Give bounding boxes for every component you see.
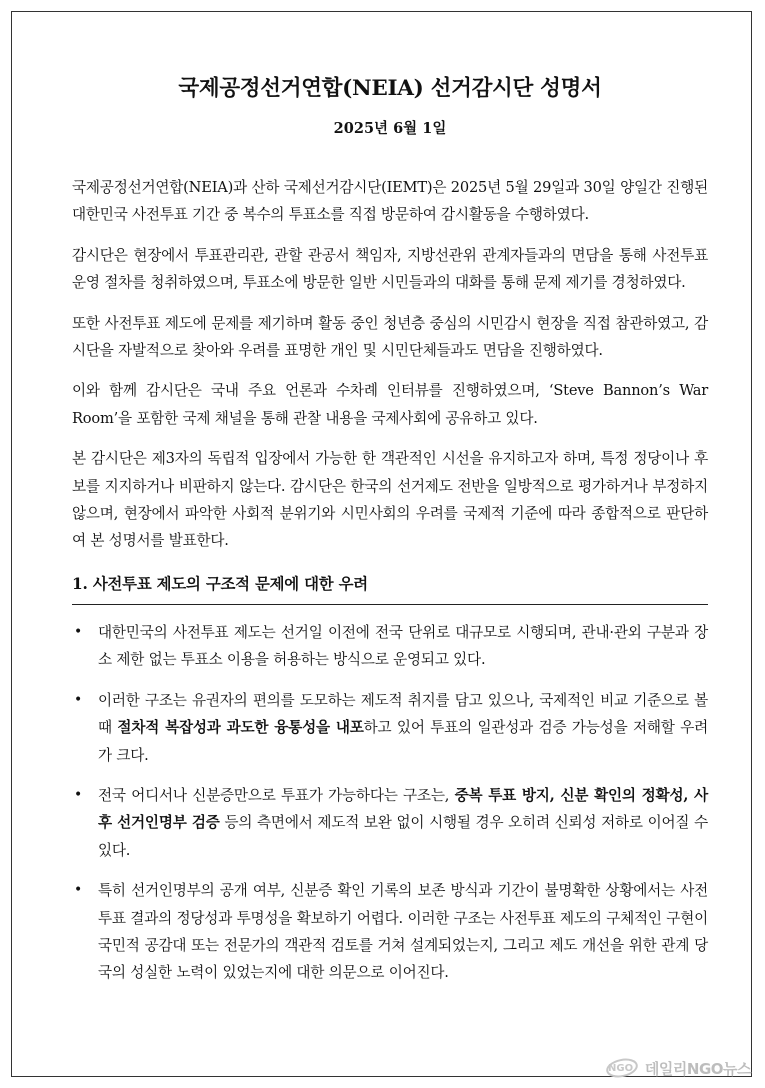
bullet-3-emphasis-2: 신분 확인의 정확성 xyxy=(560,786,684,804)
section-1-bullet-list xyxy=(72,619,708,987)
section-1-bullet-2 xyxy=(72,687,708,769)
bullet-3-text-before: 전국 어디서나 신분증만으로 투표가 가능하다는 구조는, xyxy=(98,786,455,804)
section-1-heading: 1. 사전투표 제도의 구조적 문제에 대한 우려 xyxy=(72,571,708,605)
paragraph-1: 국제공정선거연합(NEIA)과 산하 국제선거감시단(IEMT)은 2025년 5월 29일과 30일 양일간 진행된 대한민국 사전투표 기간 중 복수의 투표소를 직접 방문하여 감시활동을 수행하였다. xyxy=(72,179,708,224)
paragraph-4: 이와 함께 감시단은 국내 주요 언론과 수차례 인터뷰를 진행하였으며, ‘Steve Bannon’s War Room’을 포함한 국제 채널을 통해 관찰 내용을 국제사회에 공유하고 있다. xyxy=(72,382,708,427)
section-1-bullet-1 xyxy=(72,619,708,674)
bullet-3-separator-1: , xyxy=(549,786,561,804)
paragraph-3: 또한 사전투표 제도에 문제를 제기하며 활동 중인 청년층 중심의 시민감시 현장을 직접 참관하였고, 감시단을 자발적으로 찾아와 우려를 표명한 개인 및 시민단체들과도 면담을 진행하였다. xyxy=(72,314,708,360)
paragraph-2: 감시단은 현장에서 투표관리관, 관할 관공서 책임자, 지방선관위 관계자들과의 면담을 통해 사전투표 운영 절차를 청취하였으며, 투표소에 방문한 일반 시민들과의 대화를 통해 문제 제기를 경청하였다. xyxy=(72,246,708,292)
bullet-dot-icon: • xyxy=(74,623,83,640)
ngo-news-logo-icon xyxy=(605,1057,639,1079)
svg-text:NGO: NGO xyxy=(607,1063,633,1074)
bullet-2-text-after: 하고 있어 투표의 일관성과 검증 가능성을 저해할 우려가 크다. xyxy=(98,719,708,764)
watermark xyxy=(605,1053,751,1083)
bullet-4-text: 특히 선거인명부의 공개 여부, 신분증 확인 기록의 보존 방식과 기간이 불명확한 상황에서는 사전투표 결과의 정당성과 투명성을 확보하기 어렵다. 이러한 구조는 사전투표 제도의 구체적인 구현이 국민적 공감대 또는 전문가의 객관적 검토를 거쳐 설계되었는지, 그리고 제도 개선을 위한 관계 당국의 성실한 노력이 있었는지에 대한 의문으로 이어진다. xyxy=(98,882,708,982)
document-date: 2025년 6월 1일 xyxy=(333,120,447,137)
bullet-3-separator-2: , xyxy=(683,786,695,804)
bullet-3-emphasis-1: 중복 투표 방지 xyxy=(454,786,550,804)
bullet-dot-icon: • xyxy=(74,691,83,708)
document-page xyxy=(11,11,752,1077)
bullet-3-text-after: 등의 측면에서 제도적 보완 없이 시행될 경우 오히려 신뢰성 저하로 이어질 수 있다. xyxy=(98,814,708,859)
bullet-1-text: 대한민국의 사전투표 제도는 선거일 이전에 전국 단위로 대규모로 시행되며, 관내·관외 구분과 장소 제한 없는 투표소 이용을 허용하는 방식으로 운영되고 있다. xyxy=(98,623,708,669)
bullet-2-text-before: 이러한 구조는 유권자의 편의를 도모하는 제도적 취지를 담고 있으나, 국제적인 비교 기준으로 볼 때 xyxy=(98,691,708,737)
document-title: 국제공정선거연합(NEIA) 선거감시단 성명서 xyxy=(178,76,602,101)
watermark-text: 데일리NGO뉴스 xyxy=(644,1059,751,1078)
bullet-2-emphasis: 절차적 복잡성과 과도한 융통성을 내포 xyxy=(117,719,364,737)
document-content xyxy=(72,74,708,1000)
bullet-3-emphasis-3: 사후 선거인명부 검증 xyxy=(98,786,709,832)
section-1-bullet-4 xyxy=(72,877,708,987)
section-1-bullet-3 xyxy=(72,782,708,864)
paragraph-5: 본 감시단은 제3자의 독립적 입장에서 가능한 한 객관적인 시선을 유지하고자 하며, 특정 정당이나 후보를 지지하거나 비판하지 않는다. 감시단은 한국의 선거제도 전반을 일방적으로 평가하거나 부정하지 않으며, 현장에서 파악한 사회적 분위기와 시민사회의 우려를 국제적 기준에 따라 종합적으로 판단하여 본 성명서를 발표한다. xyxy=(72,450,708,550)
bullet-dot-icon: • xyxy=(74,882,83,899)
bullet-dot-icon: • xyxy=(74,786,83,803)
